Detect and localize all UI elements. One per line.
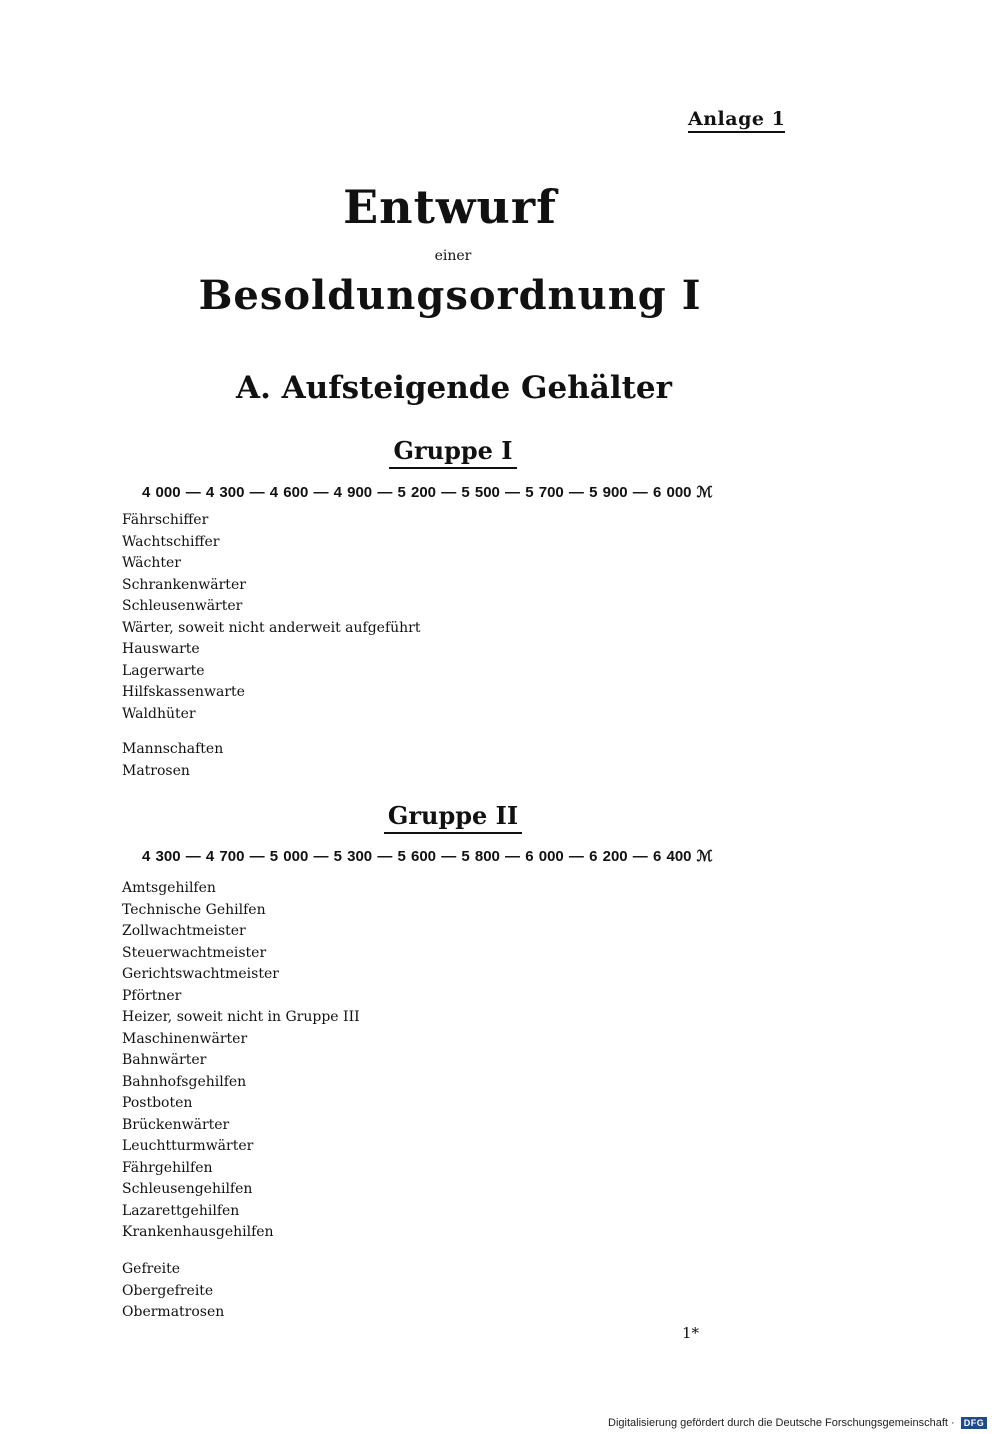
- list-item: Leuchtturmwärter: [122, 1138, 254, 1154]
- list-item: Wärter, soweit nicht anderweit aufgeführt: [122, 619, 421, 636]
- group-2-occupation-list: [122, 878, 360, 1244]
- list-item: Technische Gehilfen: [122, 901, 266, 918]
- list-item: Obermatrosen: [122, 1304, 225, 1320]
- list-item: Postboten: [122, 1095, 193, 1111]
- list-item: Pförtner: [122, 987, 182, 1004]
- list-item: Schrankenwärter: [122, 576, 246, 593]
- group-1-occupation-list: [122, 510, 421, 725]
- group-1-heading: [0, 436, 906, 465]
- dfg-logo-icon: DFG: [961, 1417, 988, 1429]
- list-item: Waldhüter: [122, 705, 196, 722]
- group-2-salary-scale: 4 300 — 4 700 — 5 000 — 5 300 — 5 600 — 5 800 — 6 000 — 6 200 — 6 400 ℳ: [142, 848, 713, 865]
- list-item: Wächter: [122, 555, 181, 571]
- list-item: Fährgehilfen: [122, 1159, 213, 1176]
- section-heading: A. Aufsteigende Gehälter: [236, 370, 672, 406]
- document-subtitle: Besoldungsordnung I: [198, 272, 702, 319]
- list-item: Maschinenwärter: [122, 1030, 248, 1047]
- list-item: Brückenwärter: [122, 1116, 230, 1133]
- annex-label: Anlage 1: [688, 108, 785, 133]
- list-item: Zollwachtmeister: [122, 923, 246, 939]
- list-item: Heizer, soweit nicht in Gruppe III: [122, 1009, 360, 1025]
- list-item: Bahnhofsgehilfen: [122, 1073, 247, 1090]
- group-2-military-list: [122, 1259, 224, 1324]
- group-1-military-list: [122, 739, 223, 782]
- list-item: Hauswarte: [122, 641, 200, 657]
- footer-text: Digitalisierung gefördert durch die Deutsche Forschungsgemeinschaft ·: [608, 1417, 955, 1429]
- list-item: Mannschaften: [122, 741, 224, 757]
- group-1-heading-text: Gruppe I: [389, 436, 516, 469]
- title-connector: einer: [434, 248, 472, 264]
- list-item: Obergefreite: [122, 1282, 214, 1299]
- list-item: Wachtschiffer: [122, 533, 220, 550]
- group-2-heading: [0, 801, 906, 830]
- list-item: Fährschiffer: [122, 512, 209, 528]
- list-item: Lazarettgehilfen: [122, 1202, 240, 1219]
- group-1-salary-scale: 4 000 — 4 300 — 4 600 — 4 900 — 5 200 — 5 500 — 5 700 — 5 900 — 6 000 ℳ: [142, 484, 713, 501]
- list-item: Gerichtswachtmeister: [122, 966, 279, 982]
- digitization-footer: [608, 1417, 987, 1429]
- group-2-heading-text: Gruppe II: [384, 801, 522, 834]
- list-item: Gefreite: [122, 1261, 181, 1277]
- list-item: Steuerwachtmeister: [122, 944, 267, 961]
- list-item: Schleusenwärter: [122, 598, 243, 614]
- list-item: Bahnwärter: [122, 1052, 207, 1068]
- page-number: 1*: [682, 1324, 700, 1342]
- list-item: Krankenhausgehilfen: [122, 1224, 274, 1240]
- list-item: Amtsgehilfen: [122, 880, 216, 896]
- list-item: Matrosen: [122, 762, 190, 779]
- list-item: Lagerwarte: [122, 662, 205, 679]
- list-item: Hilfskassenwarte: [122, 684, 245, 700]
- list-item: Schleusengehilfen: [122, 1181, 253, 1197]
- document-title: Entwurf: [343, 180, 557, 234]
